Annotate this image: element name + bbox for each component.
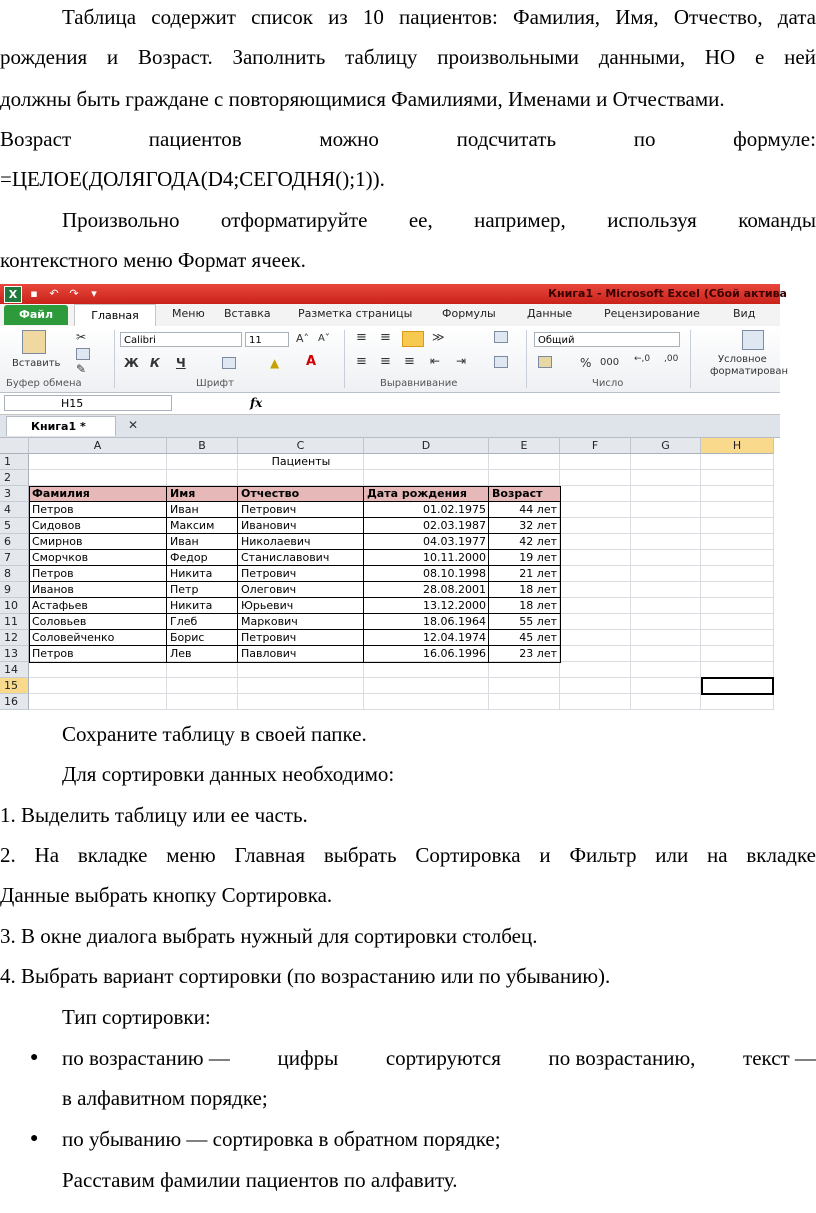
table-cell[interactable]: Иван xyxy=(170,503,199,516)
formula-bar xyxy=(0,393,780,415)
bullet-descending: по убыванию — сортировка в обратном порядке; xyxy=(62,1127,501,1151)
tab-menu[interactable]: Меню xyxy=(172,307,205,320)
table-border xyxy=(29,629,561,630)
word: список xyxy=(251,5,313,29)
gridline xyxy=(773,454,774,710)
font-size-select[interactable]: 11 xyxy=(245,332,289,347)
selected-cell-h15[interactable] xyxy=(701,677,774,695)
word: текст — xyxy=(743,1046,816,1070)
word: Возраст xyxy=(0,127,72,151)
table-title: Пациенты xyxy=(271,455,331,468)
table-cell[interactable]: 02.03.1987 xyxy=(423,519,486,532)
table-cell[interactable]: Федор xyxy=(170,551,208,564)
word: например, xyxy=(474,208,566,232)
ribbon xyxy=(0,326,789,393)
row-header-3[interactable]: 3 xyxy=(0,486,29,502)
tab-home[interactable]: Главная xyxy=(74,304,156,327)
thousands-button[interactable]: 000 xyxy=(600,357,620,368)
ribbon-separator xyxy=(114,330,115,388)
italic-button[interactable]: К xyxy=(150,356,160,370)
table-cell[interactable]: Астафьев xyxy=(32,599,88,612)
table-cell[interactable]: Лев xyxy=(170,647,192,660)
row-header-13[interactable]: 13 xyxy=(0,646,29,662)
table-cell[interactable]: 32 лет xyxy=(519,519,557,532)
format-painter-icon[interactable]: ✎ xyxy=(76,362,87,376)
align-left-icon[interactable]: ≡ xyxy=(356,354,367,369)
table-cell[interactable]: Павлович xyxy=(241,647,297,660)
align-right-icon[interactable]: ≡ xyxy=(404,354,415,369)
fill-color-icon[interactable]: ▲ xyxy=(270,356,280,370)
row-header-15[interactable]: 15 xyxy=(0,678,29,694)
word: Фамилия, xyxy=(512,5,601,29)
table-border xyxy=(29,597,561,598)
paragraph-alphabetical: Расставим фамилии пациентов по алфавиту. xyxy=(62,1168,458,1192)
table-cell[interactable]: Петрович xyxy=(241,631,297,644)
paragraph-format-line2: контекстного меню Формат ячеек. xyxy=(0,248,306,272)
table-border xyxy=(29,613,561,614)
bold-button[interactable]: Ж xyxy=(124,356,139,370)
word: таблицу xyxy=(345,45,418,69)
word: Сортировка xyxy=(415,843,521,867)
table-cell[interactable]: 44 лет xyxy=(519,503,557,516)
increase-decimal-button[interactable]: ←,0 xyxy=(634,354,651,364)
window-title: Книга1 - Microsoft Excel (Сбой актива xyxy=(548,287,787,300)
table-cell[interactable]: 55 лет xyxy=(519,615,557,628)
copy-icon[interactable] xyxy=(76,348,90,360)
table-cell[interactable]: Борис xyxy=(170,631,205,644)
word: Фильтр xyxy=(569,843,637,867)
bullet-ascending-line1 xyxy=(62,1046,816,1070)
row-header-8[interactable]: 8 xyxy=(0,566,29,582)
customize-toolbar-icon[interactable]: ▾ xyxy=(91,287,97,300)
ribbon-separator xyxy=(344,330,345,388)
table-cell[interactable]: Соловейченко xyxy=(32,631,115,644)
align-top-icon[interactable]: ≡ xyxy=(356,330,367,345)
conditional-format-button[interactable]: Условное xyxy=(718,354,767,365)
table-border xyxy=(29,581,561,582)
group-clipboard: Буфер обмена xyxy=(6,378,82,389)
gridline xyxy=(700,454,701,710)
gridline xyxy=(29,693,774,694)
table-cell[interactable]: Юрьевич xyxy=(241,599,294,612)
group-alignment: Выравнивание xyxy=(380,378,458,389)
table-cell[interactable]: Олегович xyxy=(241,583,297,596)
table-border xyxy=(29,645,561,646)
paragraph-intro-line2 xyxy=(0,45,816,69)
wrap-text-icon[interactable] xyxy=(494,331,508,343)
redo-icon[interactable]: ↷ xyxy=(69,287,79,300)
row-header-11[interactable]: 11 xyxy=(0,614,29,630)
increase-indent-icon[interactable]: ⇥ xyxy=(456,354,467,368)
ribbon-tabs xyxy=(0,304,780,327)
excel-title-bar xyxy=(0,284,787,304)
word: Отчество, xyxy=(673,5,763,29)
group-number: Число xyxy=(592,378,624,389)
step-1: 1. Выделить таблицу или ее часть. xyxy=(0,803,308,827)
bullet-icon: ● xyxy=(30,1050,39,1065)
table-cell[interactable]: Глеб xyxy=(170,615,198,628)
table-cell[interactable]: 01.02.1975 xyxy=(423,503,486,516)
tab-data[interactable]: Данные xyxy=(527,307,573,320)
table-border xyxy=(363,486,364,663)
step-4: 4. Выбрать вариант сортировки (по возрастанию или по убыванию). xyxy=(0,964,611,988)
align-middle-icon[interactable]: ≡ xyxy=(380,330,391,345)
paragraph-sort-intro: Для сортировки данных необходимо: xyxy=(62,762,395,786)
orientation-icon[interactable]: ≫ xyxy=(432,330,445,344)
paragraph-formula: =ЦЕЛОЕ(ДОЛЯГОДА(D4;СЕГОДНЯ();1)). xyxy=(0,167,385,191)
excel-screenshot xyxy=(0,284,789,708)
table-cell[interactable]: 04.03.1977 xyxy=(423,535,486,548)
word: е xyxy=(754,45,765,69)
table-cell[interactable]: Петров xyxy=(32,503,74,516)
table-cell[interactable]: 45 лет xyxy=(519,631,557,644)
table-cell[interactable]: Петров xyxy=(32,647,74,660)
row-header-9[interactable]: 9 xyxy=(0,582,29,598)
ribbon-separator xyxy=(690,330,691,388)
word: На xyxy=(34,843,60,867)
row-header-16[interactable]: 16 xyxy=(0,694,29,710)
table-cell[interactable]: 42 лет xyxy=(519,535,557,548)
table-cell[interactable]: Станиславович xyxy=(241,551,330,564)
table-cell[interactable]: Николаевич xyxy=(241,535,311,548)
table-border xyxy=(166,486,167,663)
tab-page-layout[interactable]: Разметка страницы xyxy=(298,307,413,320)
word: используя xyxy=(607,208,697,232)
table-cell[interactable]: Сморчков xyxy=(32,551,89,564)
word: Имя, xyxy=(615,5,659,29)
step-3: 3. В окне диалога выбрать нужный для сортировки столбец. xyxy=(0,924,538,948)
table-cell[interactable]: 18 лет xyxy=(519,599,557,612)
table-border xyxy=(488,486,489,663)
paste-button[interactable]: Вставить xyxy=(12,358,61,369)
table-cell[interactable]: Маркович xyxy=(241,615,298,628)
table-cell[interactable]: Петрович xyxy=(241,503,297,516)
table-border xyxy=(29,533,561,534)
word: рождения xyxy=(0,45,88,69)
table-cell[interactable]: Никита xyxy=(170,567,213,580)
word: дата xyxy=(777,5,816,29)
table-cell[interactable]: 12.04.1974 xyxy=(423,631,486,644)
number-format-select[interactable]: Общий xyxy=(534,332,680,347)
word: формуле: xyxy=(733,127,816,151)
table-cell[interactable]: 18 лет xyxy=(519,583,557,596)
column-header-e[interactable]: E xyxy=(489,438,560,454)
table-cell[interactable]: Иванов xyxy=(32,583,74,596)
word: сортируются xyxy=(385,1046,501,1070)
table-cell[interactable]: Иван xyxy=(170,535,199,548)
row-header-2[interactable]: 2 xyxy=(0,470,29,486)
table-cell[interactable]: Петрович xyxy=(241,567,297,580)
row-header-5[interactable]: 5 xyxy=(0,518,29,534)
table-cell[interactable]: 23 лет xyxy=(519,647,557,660)
word: отформатируйте xyxy=(220,208,368,232)
table-cell[interactable]: Иванович xyxy=(241,519,297,532)
table-header-cell[interactable]: Возраст xyxy=(489,486,560,502)
step-2-line1 xyxy=(0,843,816,867)
word: произвольными xyxy=(437,45,579,69)
save-icon[interactable]: ▪ xyxy=(30,287,38,300)
column-header-h[interactable]: H xyxy=(701,438,774,454)
table-border xyxy=(29,486,561,663)
table-header-cell[interactable]: Дата рождения xyxy=(364,486,489,502)
close-icon[interactable]: ✕ xyxy=(128,418,139,432)
word: по возрастанию, xyxy=(548,1046,696,1070)
table-cell[interactable]: Петр xyxy=(170,583,199,596)
column-header-g[interactable]: G xyxy=(631,438,701,454)
word: можно xyxy=(319,127,379,151)
conditional-format-icon[interactable] xyxy=(742,330,764,350)
word: цифры xyxy=(277,1046,339,1070)
column-header-a[interactable]: A xyxy=(29,438,167,454)
row-header-6[interactable]: 6 xyxy=(0,534,29,550)
bullet-ascending-line2: в алфавитном порядке; xyxy=(62,1086,268,1110)
column-header-b[interactable]: B xyxy=(167,438,238,454)
table-cell[interactable]: 16.06.1996 xyxy=(423,647,486,660)
gridline xyxy=(630,454,631,710)
paragraph-intro-line1 xyxy=(62,5,816,29)
borders-icon[interactable] xyxy=(222,357,236,369)
gridline xyxy=(29,469,774,470)
table-cell[interactable]: Максим xyxy=(170,519,215,532)
word: на xyxy=(707,843,728,867)
word: вкладке xyxy=(77,843,148,867)
table-cell[interactable]: Смирнов xyxy=(32,535,83,548)
table-cell[interactable]: 13.12.2000 xyxy=(423,599,486,612)
word: пациентов xyxy=(148,127,242,151)
row-header-10[interactable]: 10 xyxy=(0,598,29,614)
table-cell[interactable]: 08.10.1998 xyxy=(423,567,486,580)
font-color-icon[interactable]: A xyxy=(306,354,317,369)
word: Главная xyxy=(234,843,306,867)
word: по xyxy=(633,127,656,151)
word: Возраст. xyxy=(137,45,213,69)
table-border xyxy=(29,565,561,566)
word: Произвольно xyxy=(62,208,180,232)
tab-review[interactable]: Рецензирование xyxy=(604,307,700,320)
row-header-12[interactable]: 12 xyxy=(0,630,29,646)
cut-icon[interactable]: ✂ xyxy=(76,330,87,344)
paragraph-intro-line3: должны быть граждане с повторяющимися Фамилиями, Именами и Отчествами. xyxy=(0,87,725,111)
align-center-icon[interactable]: ≡ xyxy=(380,354,391,369)
table-border xyxy=(237,486,238,663)
word: выбрать xyxy=(323,843,397,867)
insert-function-icon[interactable]: fx xyxy=(250,396,263,410)
sort-types-heading: Тип сортировки: xyxy=(62,1005,211,1029)
decrease-indent-icon[interactable]: ⇤ xyxy=(430,354,441,368)
group-font: Шрифт xyxy=(196,378,234,389)
table-cell[interactable]: 28.08.2001 xyxy=(423,583,486,596)
table-cell[interactable]: 21 лет xyxy=(519,567,557,580)
column-header-f[interactable]: F xyxy=(560,438,631,454)
table-cell[interactable]: Петров xyxy=(32,567,74,580)
table-header-cell[interactable]: Имя xyxy=(167,486,238,502)
word: 2. xyxy=(0,843,16,867)
ribbon-separator xyxy=(526,330,527,388)
select-all-corner[interactable] xyxy=(0,438,29,454)
word: или xyxy=(655,843,689,867)
row-header-1[interactable]: 1 xyxy=(0,454,29,470)
align-bottom-icon[interactable] xyxy=(402,331,424,347)
word: ней xyxy=(784,45,816,69)
word: Заполнить xyxy=(232,45,326,69)
word: 10 xyxy=(362,5,384,29)
table-header-cell[interactable]: Отчество xyxy=(238,486,364,502)
table-cell[interactable]: 19 лет xyxy=(519,551,557,564)
table-border xyxy=(29,501,561,502)
word: из xyxy=(328,5,348,29)
gridline xyxy=(29,709,774,710)
merge-center-icon[interactable] xyxy=(494,356,508,368)
tab-insert[interactable]: Вставка xyxy=(224,307,271,320)
paragraph-age-line1 xyxy=(0,127,816,151)
row-header-4[interactable]: 4 xyxy=(0,502,29,518)
word: ее, xyxy=(408,208,433,232)
word: и xyxy=(106,45,119,69)
column-header-d[interactable]: D xyxy=(364,438,489,454)
gridline xyxy=(29,677,774,678)
shrink-font-button[interactable]: A˅ xyxy=(318,333,330,344)
word: данными, xyxy=(598,45,686,69)
table-border xyxy=(29,517,561,518)
word: по возрастанию — xyxy=(62,1046,230,1070)
excel-app-icon[interactable]: X xyxy=(4,286,22,303)
word: и xyxy=(539,843,551,867)
workbook-tabs xyxy=(0,415,780,438)
paste-icon[interactable] xyxy=(22,330,46,354)
tab-formulas[interactable]: Формулы xyxy=(442,307,496,320)
percent-button[interactable]: % xyxy=(580,356,592,370)
decrease-decimal-button[interactable]: ,00 xyxy=(664,354,679,364)
currency-icon[interactable] xyxy=(538,356,552,368)
font-name-select[interactable]: Calibri xyxy=(120,332,242,347)
underline-button[interactable]: Ч xyxy=(176,356,186,370)
word: команды xyxy=(738,208,816,232)
workbook-tab[interactable]: Книга1 * xyxy=(6,416,116,436)
column-header-c[interactable]: C xyxy=(238,438,364,454)
row-header-7[interactable]: 7 xyxy=(0,550,29,566)
word: НО xyxy=(704,45,736,69)
paragraph-format-line1 xyxy=(62,208,816,232)
table-cell[interactable]: Никита xyxy=(170,599,213,612)
tab-file[interactable]: Файл xyxy=(4,305,68,325)
undo-icon[interactable]: ↶ xyxy=(49,287,59,300)
grow-font-button[interactable]: A˄ xyxy=(296,332,310,345)
name-box[interactable]: H15 xyxy=(4,395,172,411)
word: меню xyxy=(166,843,216,867)
table-border xyxy=(29,549,561,550)
word: пациентов: xyxy=(399,5,498,29)
table-cell[interactable]: 10.11.2000 xyxy=(423,551,486,564)
word: Таблица xyxy=(62,5,137,29)
tab-view[interactable]: Вид xyxy=(733,307,756,320)
bullet-icon: ● xyxy=(30,1131,39,1146)
table-cell[interactable]: Соловьев xyxy=(32,615,87,628)
word: подсчитать xyxy=(456,127,557,151)
conditional-format-button-line2[interactable]: форматирован xyxy=(710,366,789,377)
paragraph-save: Сохраните таблицу в своей папке. xyxy=(62,722,367,746)
table-cell[interactable]: Сидовов xyxy=(32,519,81,532)
step-2-line2: Данные выбрать кнопку Сортировка. xyxy=(0,883,333,907)
table-cell[interactable]: 18.06.1964 xyxy=(423,615,486,628)
word: содержит xyxy=(151,5,236,29)
table-header-cell[interactable]: Фамилия xyxy=(29,486,167,502)
word: вкладке xyxy=(746,843,816,867)
row-header-14[interactable]: 14 xyxy=(0,662,29,678)
